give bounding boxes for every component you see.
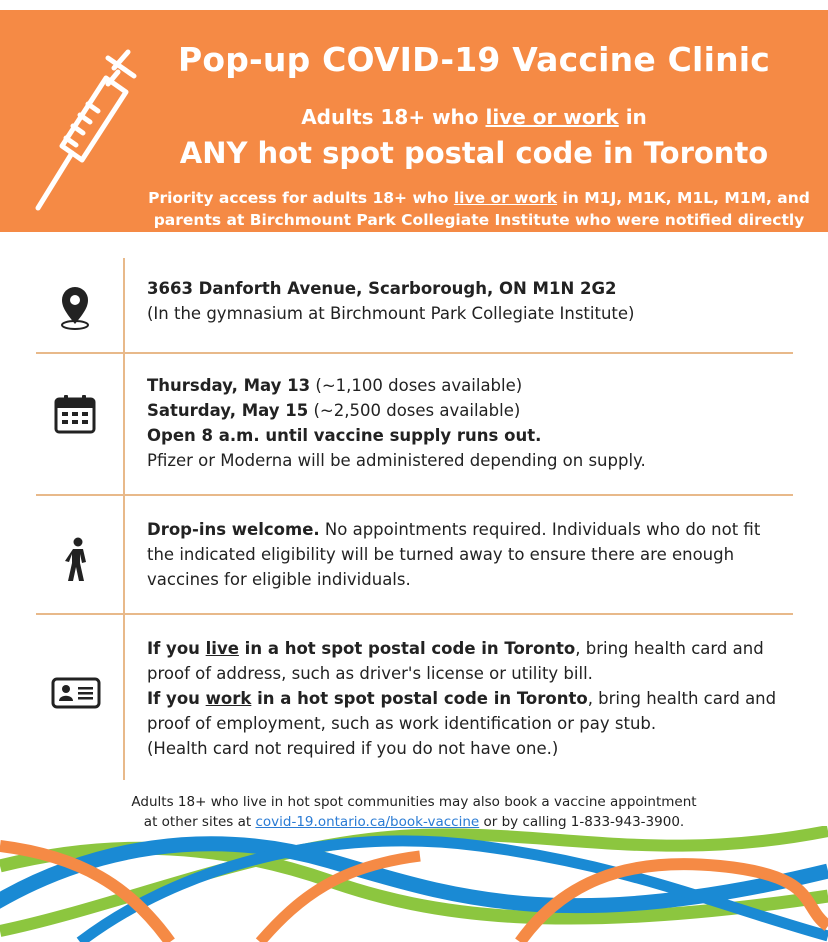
requirements-text — [147, 636, 787, 761]
dropin-text: Drop-ins welcome. No appointments required. Individuals who do not fit the indicated eligibility will be turned away to ensure there are enough vaccines for eligible individuals. — [147, 520, 761, 589]
vertical-divider — [123, 258, 125, 780]
header-banner — [0, 10, 828, 232]
date-line-1: Thursday, May 13 (~1,100 doses available) — [147, 376, 523, 395]
booking-link[interactable]: covid-19.ontario.ca/book-vaccine — [255, 814, 480, 830]
decorative-waves — [0, 826, 828, 942]
address: 3663 Danforth Avenue, Scarborough, ON M1N 2G2 — [147, 279, 617, 298]
vaccine-types: Pfizer or Moderna will be administered depending on supply. — [147, 451, 646, 470]
audience-line: Adults 18+ who live or work in — [301, 105, 647, 129]
work-requirement: If you work in a hot spot postal code in Toronto, bring health card and proof of employment, such as work identification or pay stub. — [147, 689, 777, 733]
hours: Open 8 a.m. until vaccine supply runs out. — [147, 426, 542, 445]
divider — [36, 494, 793, 496]
walking-person-icon — [63, 537, 93, 583]
live-requirement: If you live in a hot spot postal code in Toronto, bring health card and proof of address, such as driver's license or utility bill. — [147, 639, 764, 683]
location-text — [147, 276, 787, 326]
divider — [36, 352, 793, 354]
health-card-note: (Health card not required if you do not have one.) — [147, 739, 559, 758]
dates-text — [147, 373, 787, 473]
priority-note: Priority access for adults 18+ who live or work in M1J, M1K, M1L, M1M, and parents at Birchmount Park Collegiate Institute who were notified directly — [148, 189, 810, 229]
date-line-2: Saturday, May 15 (~2,500 doses available) — [147, 401, 521, 420]
page-title: Pop-up COVID-19 Vaccine Clinic — [177, 40, 771, 79]
location-pin-icon — [57, 286, 93, 330]
footer-note: Adults 18+ who live in hot spot communities may also book a vaccine appointment at other sites at covid-19.ontario.ca/book-vaccine or by calling 1-833-943-3900. — [131, 794, 697, 830]
headline: ANY hot spot postal code in Toronto — [179, 136, 769, 170]
address-note: (In the gymnasium at Birchmount Park Collegiate Institute) — [147, 304, 635, 323]
id-card-icon — [51, 677, 101, 709]
calendar-icon — [54, 394, 96, 434]
divider — [36, 613, 793, 615]
